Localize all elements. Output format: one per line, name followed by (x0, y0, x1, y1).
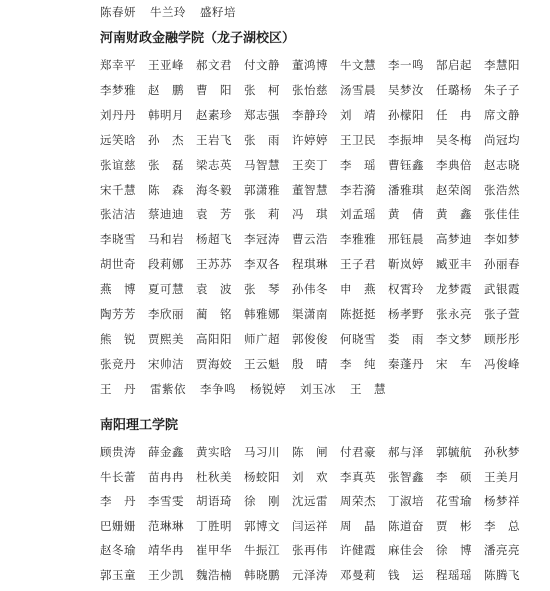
name-row (100, 252, 520, 276)
person-name: 张佳佳 (484, 207, 520, 221)
person-name: 远笑晗 (100, 133, 136, 147)
name-row (100, 377, 520, 401)
person-name: 李典倍 (436, 158, 472, 172)
person-name: 杨锐婷 (250, 382, 286, 396)
person-name: 朱子子 (484, 83, 520, 97)
person-name: 雷紫依 (150, 382, 186, 396)
person-name: 刘 靖 (340, 108, 376, 122)
name-row (100, 465, 520, 489)
person-name: 孙 杰 (148, 133, 184, 147)
person-name: 冯 琪 (292, 207, 328, 221)
person-name: 牛文慧 (340, 58, 376, 72)
person-name: 孙檬阳 (388, 108, 424, 122)
person-name: 牛兰玲 (150, 5, 186, 19)
name-row (100, 277, 520, 301)
person-name: 王奕丁 (292, 158, 328, 172)
person-name: 张洁洁 (100, 207, 136, 221)
person-name: 沈远雷 (292, 494, 328, 508)
person-name: 梁志英 (196, 158, 232, 172)
person-name: 邢钰晨 (388, 232, 424, 246)
person-name: 刘丹丹 (100, 108, 136, 122)
person-name: 韩晓鹏 (244, 568, 280, 582)
person-name: 崔甲华 (196, 543, 232, 557)
person-name: 刘孟瑶 (340, 207, 376, 221)
person-name: 李如梦 (484, 232, 520, 246)
person-name: 冯俊峰 (484, 357, 520, 371)
name-row (100, 227, 520, 251)
person-name: 韩明月 (148, 108, 184, 122)
person-name: 武银霞 (484, 282, 520, 296)
person-name: 李文梦 (436, 332, 472, 346)
name-row (100, 0, 520, 24)
person-name: 燕 博 (100, 282, 136, 296)
person-name: 李雅雅 (340, 232, 376, 246)
person-name: 钱 运 (388, 568, 424, 582)
person-name: 宋千慧 (100, 183, 136, 197)
name-row (100, 153, 520, 177)
person-name: 韩雅娜 (244, 307, 280, 321)
person-name: 娄 雨 (388, 332, 424, 346)
person-name: 周 晶 (340, 519, 376, 533)
name-row (100, 563, 520, 587)
person-name: 付君豪 (340, 445, 376, 459)
person-name: 黄实晗 (196, 445, 232, 459)
person-name: 董鸿博 (292, 58, 328, 72)
person-name: 郑幸平 (100, 58, 136, 72)
person-name: 牛长蕾 (100, 470, 136, 484)
person-name: 苗冉冉 (148, 470, 184, 484)
person-name: 盛籽培 (200, 5, 236, 19)
person-name: 潘亮亮 (484, 543, 520, 557)
person-name: 周荣杰 (340, 494, 376, 508)
person-name: 黄 倩 (388, 207, 424, 221)
person-name: 李 总 (484, 519, 520, 533)
person-name: 李 丹 (100, 494, 136, 508)
person-name: 张怡慈 (292, 83, 328, 97)
person-name: 马智慧 (244, 158, 280, 172)
person-name: 尚冠均 (484, 133, 520, 147)
person-name: 赵 鹏 (148, 83, 184, 97)
name-row (100, 327, 520, 351)
person-name: 李静玲 (292, 108, 328, 122)
name-row (100, 178, 520, 202)
person-name: 陈春妍 (100, 5, 136, 19)
person-name: 李若漪 (340, 183, 376, 197)
person-name: 李晓雪 (100, 232, 136, 246)
person-name: 元泽涛 (292, 568, 328, 582)
person-name: 魏浩楠 (196, 568, 232, 582)
person-name: 胡语琦 (196, 494, 232, 508)
person-name: 殷 晴 (292, 357, 328, 371)
person-name: 李 瑶 (340, 158, 376, 172)
person-name: 郭玉童 (100, 568, 136, 582)
person-name: 刘 欢 (292, 470, 328, 484)
person-name: 李一鸣 (388, 58, 424, 72)
person-name: 张永亮 (436, 307, 472, 321)
person-name: 郝文君 (196, 58, 232, 72)
person-name: 高阳阳 (196, 332, 232, 346)
person-name: 龙梦霞 (436, 282, 472, 296)
person-name: 范琳琳 (148, 519, 184, 533)
person-name: 张智鑫 (388, 470, 424, 484)
section-heading: 河南财政金融学院（龙子湖校区） (100, 31, 296, 46)
person-name: 陈腾飞 (484, 568, 520, 582)
person-name: 吴梦汝 (388, 83, 424, 97)
person-name: 巴姗姗 (100, 519, 136, 533)
name-row (100, 538, 520, 562)
person-name: 王 慧 (350, 382, 386, 396)
person-name: 牛振江 (244, 543, 280, 557)
name-row (100, 302, 520, 326)
person-name: 曹钰鑫 (388, 158, 424, 172)
person-name: 张 磊 (148, 158, 184, 172)
person-name: 王子君 (340, 257, 376, 271)
name-row (100, 440, 520, 464)
person-name: 潘雅琪 (388, 183, 424, 197)
person-name: 宋帅洁 (148, 357, 184, 371)
person-name: 夏可慧 (148, 282, 184, 296)
person-name: 张 柯 (244, 83, 280, 97)
person-name: 董智慧 (292, 183, 328, 197)
person-name: 赵冬瑜 (100, 543, 136, 557)
person-name: 袁 芳 (196, 207, 232, 221)
name-row (100, 352, 520, 376)
person-name: 李 硕 (436, 470, 472, 484)
person-name: 张 雨 (244, 133, 280, 147)
person-name: 蔺 铭 (196, 307, 232, 321)
person-name: 孙伟冬 (292, 282, 328, 296)
person-name: 王少凯 (148, 568, 184, 582)
person-name: 赵荣阁 (436, 183, 472, 197)
person-name: 杨蛟阳 (244, 470, 280, 484)
person-name: 陈 森 (148, 183, 184, 197)
person-name: 陈道奋 (388, 519, 424, 533)
person-name: 郭博文 (244, 519, 280, 533)
person-name: 王 丹 (100, 382, 136, 396)
person-name: 杨孝野 (388, 307, 424, 321)
person-name: 王美月 (484, 470, 520, 484)
person-name: 蔡迪迪 (148, 207, 184, 221)
person-name: 袁 波 (196, 282, 232, 296)
person-name: 任 冉 (436, 108, 472, 122)
person-name: 张竞丹 (100, 357, 136, 371)
person-name: 黄 鑫 (436, 207, 472, 221)
person-name: 秦蓬丹 (388, 357, 424, 371)
person-name: 申 燕 (340, 282, 376, 296)
person-name: 付文静 (244, 58, 280, 72)
person-name: 吴冬梅 (436, 133, 472, 147)
person-name: 薛金鑫 (148, 445, 184, 459)
person-name: 闫运祥 (292, 519, 328, 533)
person-name: 渠潇南 (292, 307, 328, 321)
person-name: 王卫民 (340, 133, 376, 147)
person-name: 张谊慈 (100, 158, 136, 172)
person-name: 丁淑培 (388, 494, 424, 508)
person-name: 李真英 (340, 470, 376, 484)
person-name: 花雪瑜 (436, 494, 472, 508)
person-name: 程琪琳 (292, 257, 328, 271)
person-name: 陈挺挺 (340, 307, 376, 321)
person-name: 贾海姣 (196, 357, 232, 371)
name-row (100, 103, 520, 127)
person-name: 许健霞 (340, 543, 376, 557)
person-name: 顾彤彤 (484, 332, 520, 346)
person-name: 何晓雪 (340, 332, 376, 346)
name-row (100, 128, 520, 152)
person-name: 王岩飞 (196, 133, 232, 147)
person-name: 熊 锐 (100, 332, 136, 346)
person-name: 臧亚丰 (436, 257, 472, 271)
name-row (100, 202, 520, 226)
person-name: 徐 刚 (244, 494, 280, 508)
person-name: 贾熙美 (148, 332, 184, 346)
person-name: 张 琴 (244, 282, 280, 296)
name-row (100, 514, 520, 538)
person-name: 程瑶瑶 (436, 568, 472, 582)
name-row (100, 78, 520, 102)
person-name: 徐 博 (436, 543, 472, 557)
person-name: 李冠涛 (244, 232, 280, 246)
person-name: 许婷婷 (292, 133, 328, 147)
person-name: 权霄玲 (388, 282, 424, 296)
person-name: 靖华冉 (148, 543, 184, 557)
person-name: 任璐杨 (436, 83, 472, 97)
person-name: 李欣丽 (148, 307, 184, 321)
person-name: 杨梦祥 (484, 494, 520, 508)
person-name: 马和岩 (148, 232, 184, 246)
name-row (100, 53, 520, 77)
person-name: 陶芳芳 (100, 307, 136, 321)
person-name: 赵志晓 (484, 158, 520, 172)
person-name: 郝与泽 (388, 445, 424, 459)
person-name: 海冬毅 (196, 183, 232, 197)
person-name: 曹云浩 (292, 232, 328, 246)
person-name: 贾 彬 (436, 519, 472, 533)
person-name: 李慧阳 (484, 58, 520, 72)
person-name: 席文静 (484, 108, 520, 122)
section-heading: 南阳理工学院 (100, 418, 179, 433)
person-name: 陈 闸 (292, 445, 328, 459)
name-row (100, 489, 520, 513)
person-name: 李 纯 (340, 357, 376, 371)
person-name: 杜秋美 (196, 470, 232, 484)
person-name: 郭俊俊 (292, 332, 328, 346)
person-name: 丁胜明 (196, 519, 232, 533)
person-name: 张浩然 (484, 183, 520, 197)
person-name: 孙秋梦 (484, 445, 520, 459)
person-name: 李双各 (244, 257, 280, 271)
person-name: 王亚峰 (148, 58, 184, 72)
person-name: 郭潇雅 (244, 183, 280, 197)
person-name: 张子萱 (484, 307, 520, 321)
person-name: 郜启起 (436, 58, 472, 72)
person-name: 靳岚婷 (388, 257, 424, 271)
person-name: 高梦迪 (436, 232, 472, 246)
person-name: 杨超飞 (196, 232, 232, 246)
person-name: 李梦雅 (100, 83, 136, 97)
person-name: 胡世奇 (100, 257, 136, 271)
person-name: 李争鸣 (200, 382, 236, 396)
person-name: 王云魁 (244, 357, 280, 371)
person-name: 郭毓航 (436, 445, 472, 459)
person-name: 顾贵涛 (100, 445, 136, 459)
person-name: 李振坤 (388, 133, 424, 147)
person-name: 刘玉冰 (300, 382, 336, 396)
person-name: 邓曼莉 (340, 568, 376, 582)
person-name: 王苏苏 (196, 257, 232, 271)
person-name: 宋 车 (436, 357, 472, 371)
person-name: 张 莉 (244, 207, 280, 221)
person-name: 张再伟 (292, 543, 328, 557)
person-name: 李雪雯 (148, 494, 184, 508)
person-name: 师广超 (244, 332, 280, 346)
person-name: 汤雪晨 (340, 83, 376, 97)
person-name: 赵素珍 (196, 108, 232, 122)
person-name: 段莉娜 (148, 257, 184, 271)
person-name: 曹 阳 (196, 83, 232, 97)
person-name: 郑志强 (244, 108, 280, 122)
person-name: 麻佳会 (388, 543, 424, 557)
person-name: 孙丽春 (484, 257, 520, 271)
person-name: 马习川 (244, 445, 280, 459)
